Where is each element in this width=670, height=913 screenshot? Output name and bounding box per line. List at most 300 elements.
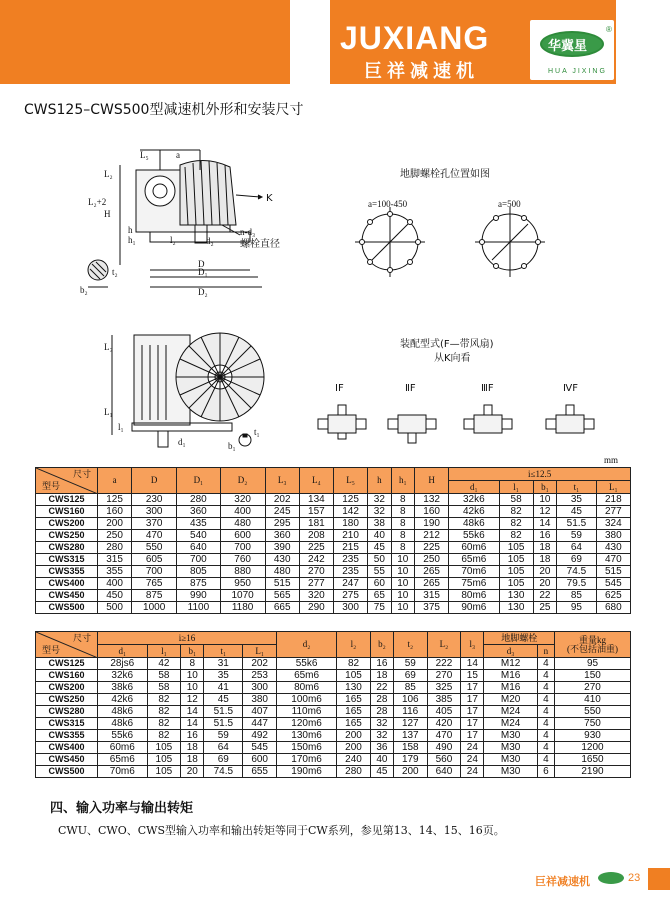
value-cell: 69 xyxy=(557,554,597,566)
model-cell: CWS400 xyxy=(36,578,98,590)
value-cell: 640 xyxy=(427,766,461,778)
value-cell: M16 xyxy=(484,670,537,682)
dim-d1: D₁ xyxy=(198,267,208,277)
assembly-view-3 xyxy=(464,405,512,433)
value-cell: M12 xyxy=(484,658,537,670)
value-cell: 545 xyxy=(243,742,277,754)
value-cell: 360 xyxy=(177,506,221,518)
value-cell: 42 xyxy=(147,658,181,670)
value-cell: 235 xyxy=(333,554,367,566)
value-cell: 58 xyxy=(147,682,181,694)
value-cell: 35 xyxy=(204,670,243,682)
bolt-header: 地脚螺栓 xyxy=(484,632,555,645)
value-cell: 1650 xyxy=(555,754,631,766)
value-cell: 55k6 xyxy=(277,658,337,670)
table-row xyxy=(36,506,631,518)
dim-h: H xyxy=(104,209,111,219)
sub-header: L₁ xyxy=(243,645,277,658)
value-cell: 17 xyxy=(461,706,484,718)
section-text: CWU、CWO、CWS型输入功率和输出转矩等同于CW系列，参见第13、14、15、16页。 xyxy=(58,824,505,837)
value-cell: 82 xyxy=(499,518,533,530)
value-cell: 8 xyxy=(181,658,204,670)
value-cell: 17 xyxy=(461,682,484,694)
model-cell: CWS450 xyxy=(36,590,98,602)
dimension-table-1 xyxy=(35,467,631,614)
value-cell: 450 xyxy=(98,590,132,602)
corner-bottom-label: 型号 xyxy=(42,481,61,491)
value-cell: 10 xyxy=(533,494,556,506)
weight-header-line2: (不包括油重) xyxy=(567,643,618,654)
model-cell: CWS250 xyxy=(36,694,98,706)
value-cell: 212 xyxy=(415,530,449,542)
value-cell: 125 xyxy=(98,494,132,506)
sub-header: t₁ xyxy=(204,645,243,658)
col-header: l₃ xyxy=(461,632,484,658)
value-cell: 22 xyxy=(370,682,393,694)
value-cell: 750 xyxy=(555,718,631,730)
value-cell: 765 xyxy=(132,578,177,590)
value-cell: 8 xyxy=(391,530,414,542)
value-cell: 130 xyxy=(499,602,533,614)
value-cell: 400 xyxy=(98,578,132,590)
bolt-dia-label: 螺栓直径 xyxy=(240,239,280,250)
value-cell: 60m6 xyxy=(449,542,499,554)
value-cell: 600 xyxy=(243,754,277,766)
value-cell: 4 xyxy=(537,694,554,706)
value-cell: 210 xyxy=(333,530,367,542)
table-row xyxy=(36,766,631,778)
value-cell: 16 xyxy=(533,530,556,542)
value-cell: 16 xyxy=(181,730,204,742)
dim-l2: L₂ xyxy=(104,169,113,179)
value-cell: 605 xyxy=(132,554,177,566)
value-cell: 190m6 xyxy=(277,766,337,778)
value-cell: 420 xyxy=(427,718,461,730)
value-cell: 550 xyxy=(132,542,177,554)
value-cell: 74.5 xyxy=(204,766,243,778)
value-cell: 875 xyxy=(132,590,177,602)
corner-top-label: 尺寸 xyxy=(72,633,91,643)
value-cell: 325 xyxy=(427,682,461,694)
corner-bottom-label: 型号 xyxy=(42,645,61,655)
dim-b1: b₁ xyxy=(228,441,236,451)
value-cell: M20 xyxy=(484,694,537,706)
table-row xyxy=(36,754,631,766)
value-cell: 4 xyxy=(537,742,554,754)
table-row xyxy=(36,742,631,754)
value-cell: 665 xyxy=(265,602,299,614)
technical-drawing xyxy=(0,125,670,455)
value-cell: 280 xyxy=(177,494,221,506)
value-cell: 14 xyxy=(461,658,484,670)
value-cell: 950 xyxy=(220,578,265,590)
model-cell: CWS500 xyxy=(36,602,98,614)
value-cell: 253 xyxy=(243,670,277,682)
value-cell: 170m6 xyxy=(277,754,337,766)
value-cell: 8 xyxy=(391,518,414,530)
sub-header: b₁ xyxy=(181,645,204,658)
dim-h-small: h xyxy=(128,225,133,235)
corner-cell xyxy=(36,632,98,658)
value-cell: 545 xyxy=(596,578,630,590)
model-cell: CWS315 xyxy=(36,718,98,730)
assembly-label-4: ⅣF xyxy=(563,383,578,394)
value-cell: 247 xyxy=(333,578,367,590)
value-cell: 127 xyxy=(393,718,427,730)
value-cell: 1200 xyxy=(555,742,631,754)
dimension-table-2 xyxy=(35,631,631,778)
value-cell: 20 xyxy=(533,566,556,578)
value-cell: 218 xyxy=(596,494,630,506)
weight-header xyxy=(555,632,631,658)
dim-l1-small: l₁ xyxy=(118,422,124,432)
assembly-title-2: 从K向看 xyxy=(434,353,471,364)
value-cell: 75m6 xyxy=(449,578,499,590)
value-cell: 51.5 xyxy=(204,718,243,730)
dim-d: D xyxy=(198,259,205,269)
value-cell: 4 xyxy=(537,658,554,670)
table-row xyxy=(36,730,631,742)
value-cell: 405 xyxy=(427,706,461,718)
table-row xyxy=(36,694,631,706)
col-header: D₂ xyxy=(220,468,265,494)
value-cell: 74.5 xyxy=(557,566,597,578)
value-cell: 130 xyxy=(499,590,533,602)
sub-header: t₁ xyxy=(557,481,597,494)
value-cell: 20 xyxy=(181,766,204,778)
col-header: h₁ xyxy=(391,468,414,494)
value-cell: 215 xyxy=(333,542,367,554)
brand-name-cn: 巨祥减速机 xyxy=(364,61,479,82)
value-cell: M24 xyxy=(484,718,537,730)
value-cell: 150 xyxy=(555,670,631,682)
value-cell: 80m6 xyxy=(449,590,499,602)
value-cell: 492 xyxy=(243,730,277,742)
value-cell: 1180 xyxy=(220,602,265,614)
value-cell: 36 xyxy=(370,742,393,754)
reducer-side-view xyxy=(120,150,262,287)
value-cell: 157 xyxy=(299,506,333,518)
value-cell: 430 xyxy=(596,542,630,554)
value-cell: 15 xyxy=(461,670,484,682)
value-cell: 300 xyxy=(132,506,177,518)
value-cell: 17 xyxy=(461,694,484,706)
value-cell: 8 xyxy=(391,506,414,518)
reducer-front-view xyxy=(112,333,264,447)
value-cell: 42k6 xyxy=(98,694,148,706)
value-cell: 380 xyxy=(243,694,277,706)
dim-l2-small: l₂ xyxy=(170,235,176,245)
assembly-title-1: 装配型式(F—带风扇) xyxy=(400,339,494,350)
value-cell: 80m6 xyxy=(277,682,337,694)
value-cell: 550 xyxy=(555,706,631,718)
value-cell: 12 xyxy=(181,694,204,706)
value-cell: 202 xyxy=(243,658,277,670)
value-cell: 22 xyxy=(533,590,556,602)
value-cell: 320 xyxy=(220,494,265,506)
assembly-label-2: ⅡF xyxy=(405,383,416,394)
value-cell: 64 xyxy=(557,542,597,554)
value-cell: 640 xyxy=(177,542,221,554)
table-row xyxy=(36,530,631,542)
value-cell: 407 xyxy=(243,706,277,718)
value-cell: 240 xyxy=(337,754,371,766)
page-number: 23 xyxy=(628,872,641,884)
value-cell: 59 xyxy=(393,658,427,670)
value-cell: 65m6 xyxy=(277,670,337,682)
value-cell: 10 xyxy=(391,602,414,614)
unit-label: mm xyxy=(604,455,619,465)
value-cell: 700 xyxy=(220,542,265,554)
brand-name-en: JUXIANG xyxy=(340,20,490,56)
value-cell: 990 xyxy=(177,590,221,602)
table-row xyxy=(36,718,631,730)
value-cell: 130 xyxy=(337,682,371,694)
value-cell: 25 xyxy=(533,602,556,614)
value-cell: 48k6 xyxy=(98,718,148,730)
value-cell: 355 xyxy=(98,566,132,578)
value-cell: 18 xyxy=(370,670,393,682)
shaft-key-section xyxy=(88,260,108,287)
value-cell: 18 xyxy=(533,554,556,566)
value-cell: M30 xyxy=(484,754,537,766)
assembly-label-3: ⅢF xyxy=(481,383,494,394)
value-cell: 315 xyxy=(98,554,132,566)
value-cell: 45 xyxy=(368,542,391,554)
col-header: D₁ xyxy=(177,468,221,494)
value-cell: M30 xyxy=(484,730,537,742)
value-cell: 17 xyxy=(461,718,484,730)
value-cell: 10 xyxy=(181,682,204,694)
bolt-circle-6 xyxy=(475,207,545,277)
value-cell: 120m6 xyxy=(277,718,337,730)
value-cell: 10 xyxy=(391,578,414,590)
value-cell: 55 xyxy=(368,566,391,578)
table-row xyxy=(36,566,631,578)
value-cell: 225 xyxy=(415,542,449,554)
model-cell: CWS450 xyxy=(36,754,98,766)
dim-l5: L₅ xyxy=(140,150,149,160)
col-header: h xyxy=(368,468,391,494)
table-row xyxy=(36,670,631,682)
value-cell: 82 xyxy=(499,506,533,518)
value-cell: 32k6 xyxy=(98,670,148,682)
value-cell: 10 xyxy=(391,566,414,578)
value-cell: 435 xyxy=(177,518,221,530)
value-cell: 18 xyxy=(533,542,556,554)
value-cell: 270 xyxy=(299,566,333,578)
value-cell: 315 xyxy=(415,590,449,602)
page-title: CWS125–CWS500型减速机外形和安装尺寸 xyxy=(24,102,304,118)
col-header: b₂ xyxy=(370,632,393,658)
value-cell: M30 xyxy=(484,742,537,754)
value-cell: 14 xyxy=(181,718,204,730)
sub-header: l₁ xyxy=(147,645,181,658)
value-cell: 42k6 xyxy=(449,506,499,518)
footer-logo-icon xyxy=(598,872,624,884)
value-cell: 4 xyxy=(537,682,554,694)
footer-brand: 巨祥减速机 xyxy=(535,875,590,888)
value-cell: 24 xyxy=(461,742,484,754)
value-cell: 600 xyxy=(220,530,265,542)
value-cell: 69 xyxy=(204,754,243,766)
value-cell: 4 xyxy=(537,706,554,718)
value-cell: 265 xyxy=(415,566,449,578)
group-header: i≤12.5 xyxy=(449,468,631,481)
value-cell: 1100 xyxy=(177,602,221,614)
value-cell: 290 xyxy=(299,602,333,614)
value-cell: 360 xyxy=(265,530,299,542)
model-cell: CWS355 xyxy=(36,730,98,742)
value-cell: 32 xyxy=(368,506,391,518)
model-cell: CWS315 xyxy=(36,554,98,566)
value-cell: 242 xyxy=(299,554,333,566)
value-cell: 55k6 xyxy=(449,530,499,542)
value-cell: 130m6 xyxy=(277,730,337,742)
value-cell: 385 xyxy=(427,694,461,706)
value-cell: 41 xyxy=(204,682,243,694)
value-cell: 40 xyxy=(368,530,391,542)
value-cell: 50 xyxy=(368,554,391,566)
value-cell: 28 xyxy=(370,706,393,718)
model-cell: CWS500 xyxy=(36,766,98,778)
value-cell: 105 xyxy=(499,578,533,590)
table-2-body xyxy=(36,658,631,778)
dim-t2: t₂ xyxy=(112,267,118,277)
value-cell: 250 xyxy=(415,554,449,566)
foot-bolt-title: 地脚螺栓孔位置如图 xyxy=(400,169,490,180)
value-cell: 4 xyxy=(537,670,554,682)
model-cell: CWS160 xyxy=(36,506,98,518)
value-cell: 59 xyxy=(557,530,597,542)
value-cell: 134 xyxy=(299,494,333,506)
value-cell: 265 xyxy=(415,578,449,590)
value-cell: 270 xyxy=(427,670,461,682)
value-cell: 32 xyxy=(370,718,393,730)
dim-l2-plus: L₂+2 xyxy=(88,197,107,207)
value-cell: 277 xyxy=(299,578,333,590)
sub-header: l₁ xyxy=(499,481,533,494)
corner-cell xyxy=(36,468,98,494)
value-cell: 16 xyxy=(370,658,393,670)
value-cell: 38k6 xyxy=(98,682,148,694)
bolt-a1: a=100-450 xyxy=(368,199,408,209)
value-cell: 70m6 xyxy=(98,766,148,778)
dim-l3: L₃ xyxy=(104,342,113,352)
value-cell: 12 xyxy=(533,506,556,518)
value-cell: 565 xyxy=(265,590,299,602)
value-cell: 655 xyxy=(243,766,277,778)
weight-header-line1: 重量kg xyxy=(578,634,606,645)
dim-t1: t₁ xyxy=(254,427,260,437)
col-header: L₃ xyxy=(265,468,299,494)
value-cell: 38 xyxy=(368,518,391,530)
value-cell: 165 xyxy=(337,694,371,706)
value-cell: 14 xyxy=(533,518,556,530)
table-row xyxy=(36,518,631,530)
value-cell: 59 xyxy=(204,730,243,742)
value-cell: 32 xyxy=(368,494,391,506)
value-cell: 65 xyxy=(368,590,391,602)
value-cell: 24 xyxy=(461,766,484,778)
value-cell: 82 xyxy=(147,706,181,718)
table-row xyxy=(36,590,631,602)
dim-a: a xyxy=(176,150,180,160)
value-cell: 85 xyxy=(393,682,427,694)
value-cell: 2190 xyxy=(555,766,631,778)
value-cell: 540 xyxy=(177,530,221,542)
model-cell: CWS400 xyxy=(36,742,98,754)
assembly-view-1 xyxy=(318,405,366,439)
value-cell: 17 xyxy=(461,730,484,742)
value-cell: 137 xyxy=(393,730,427,742)
value-cell: 200 xyxy=(393,766,427,778)
dim-h1: h₁ xyxy=(128,235,136,245)
corner-top-label: 尺寸 xyxy=(72,469,91,479)
table-1-body xyxy=(36,494,631,614)
value-cell: 90m6 xyxy=(449,602,499,614)
value-cell: 202 xyxy=(265,494,299,506)
dim-d1-shaft: d₁ xyxy=(178,437,186,447)
assembly-label-1: ⅠF xyxy=(335,383,344,394)
value-cell: 95 xyxy=(555,658,631,670)
value-cell: 31 xyxy=(204,658,243,670)
model-cell: CWS200 xyxy=(36,682,98,694)
dim-d2-big: D₂ xyxy=(198,287,208,297)
logo-text: 华冀星 xyxy=(548,39,588,54)
bolt-a2: a=500 xyxy=(498,199,521,209)
value-cell: 100m6 xyxy=(277,694,337,706)
dim-d2: d₂ xyxy=(206,236,214,246)
value-cell: 400 xyxy=(220,506,265,518)
sub-header: d₁ xyxy=(98,645,148,658)
value-cell: 28js6 xyxy=(98,658,148,670)
value-cell: 105 xyxy=(147,742,181,754)
value-cell: 14 xyxy=(181,706,204,718)
value-cell: 250 xyxy=(98,530,132,542)
bolt-circle-4 xyxy=(355,207,425,277)
value-cell: 208 xyxy=(299,530,333,542)
value-cell: 280 xyxy=(98,542,132,554)
col-header: d₂ xyxy=(277,632,337,658)
model-cell: CWS125 xyxy=(36,494,98,506)
value-cell: 51.5 xyxy=(557,518,597,530)
value-cell: 447 xyxy=(243,718,277,730)
value-cell: 1070 xyxy=(220,590,265,602)
assembly-view-4 xyxy=(546,405,594,433)
value-cell: 160 xyxy=(415,506,449,518)
value-cell: 490 xyxy=(427,742,461,754)
value-cell: 470 xyxy=(132,530,177,542)
value-cell: 6 xyxy=(537,766,554,778)
logo-subtitle: HUA JIXING xyxy=(548,68,607,75)
value-cell: 235 xyxy=(333,566,367,578)
value-cell: 625 xyxy=(596,590,630,602)
value-cell: 85 xyxy=(557,590,597,602)
value-cell: 79.5 xyxy=(557,578,597,590)
value-cell: 4 xyxy=(537,730,554,742)
value-cell: 82 xyxy=(499,530,533,542)
value-cell: 324 xyxy=(596,518,630,530)
value-cell: 515 xyxy=(265,578,299,590)
value-cell: 10 xyxy=(181,670,204,682)
bolt-sub-header: n xyxy=(537,645,554,658)
value-cell: 300 xyxy=(333,602,367,614)
value-cell: 700 xyxy=(132,566,177,578)
value-cell: 8 xyxy=(391,542,414,554)
value-cell: 18 xyxy=(181,754,204,766)
value-cell: 179 xyxy=(393,754,427,766)
